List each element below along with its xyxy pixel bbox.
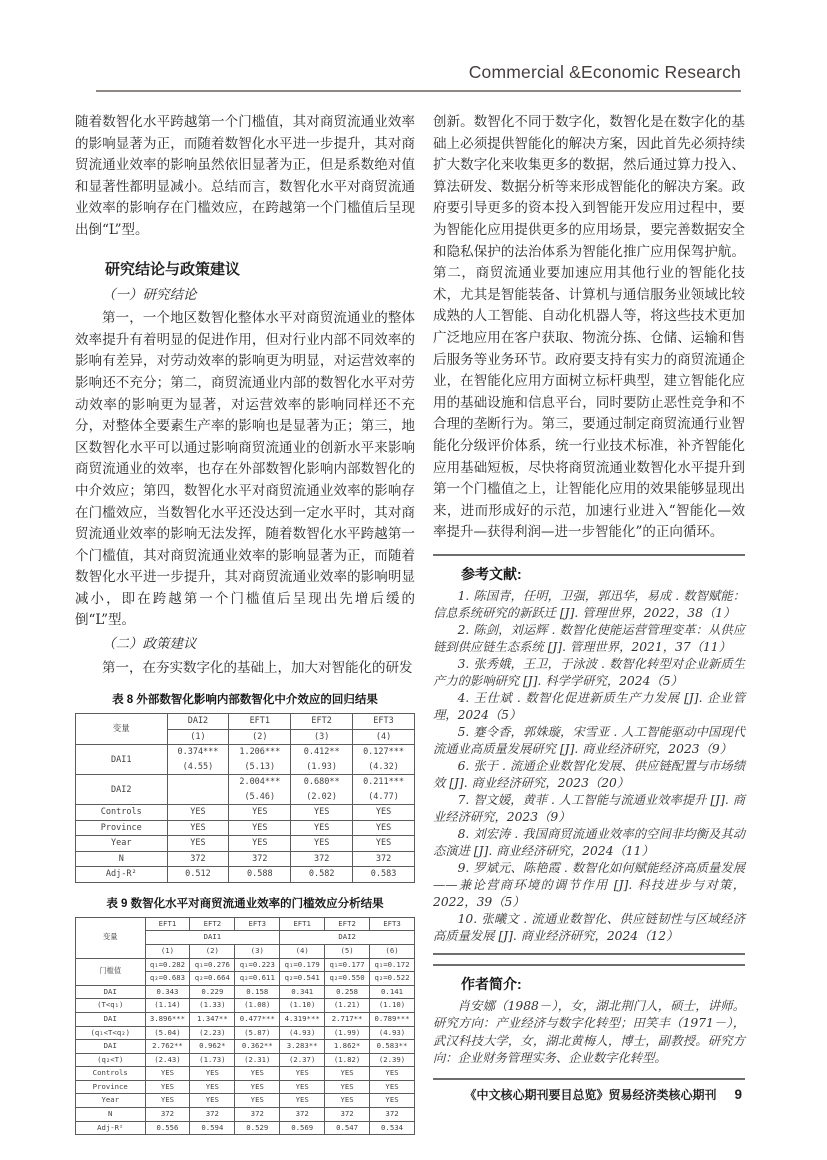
table-cell: YES	[167, 805, 229, 821]
table-cell: (5.04)	[145, 1026, 190, 1040]
section-title: 研究结论与政策建议	[105, 260, 241, 278]
references-title: 参考文献:	[461, 565, 522, 582]
table-cell: 372	[370, 1108, 415, 1122]
table-cell: YES	[353, 820, 415, 836]
table-cell: YES	[229, 805, 291, 821]
table-cell: (q₂<T)	[76, 1053, 146, 1067]
table-cell: 0.680**	[291, 775, 353, 790]
table-cell: q₁=0.276	[190, 958, 235, 972]
table-cell	[167, 775, 229, 790]
table-cell: 0.374***	[167, 745, 229, 760]
table-cell: (1.21)	[325, 999, 370, 1013]
table-cell: EFT1	[229, 714, 291, 730]
table-cell: (1.10)	[370, 999, 415, 1013]
table-cell: YES	[190, 1080, 235, 1094]
table-cell: (4)	[280, 944, 325, 958]
table-cell: 372	[280, 1108, 325, 1122]
table-cell: (5.13)	[229, 760, 291, 775]
table-cell: YES	[370, 1080, 415, 1094]
table-cell: (T<q₁)	[76, 999, 146, 1013]
table-cell: YES	[190, 1067, 235, 1081]
right-column	[433, 112, 745, 1086]
table-cell: YES	[190, 1094, 235, 1108]
table-cell: 3.896***	[145, 1012, 190, 1026]
table-cell: (5.46)	[229, 790, 291, 805]
table-cell: DAI1	[145, 931, 280, 945]
reference-item: 6. 张于 . 流通企业数智化发展、供应链配置与市场绩效 [J]. 商业经济研究，2023（20）	[433, 758, 745, 790]
table-cell: (1)	[145, 944, 190, 958]
table-cell: q₁=0.172	[370, 958, 415, 972]
table-cell: 372	[167, 851, 229, 867]
table-cell: Controls	[76, 805, 168, 821]
divider-double-top	[433, 953, 745, 955]
table-cell: YES	[325, 1067, 370, 1081]
table-cell: 372	[353, 851, 415, 867]
footer-note: 《中文核心期刊要目总览》贸易经济类核心期刊	[464, 1088, 717, 1102]
reference-item: 4. 王仕斌 . 数智化促进新质生产力发展 [J]. 企业管理，2024（5）	[433, 690, 745, 722]
journal-title: Commercial &Economic Research	[468, 62, 741, 82]
table-cell: q₂=0.683	[145, 972, 190, 986]
table-cell: YES	[280, 1094, 325, 1108]
table-cell: YES	[370, 1094, 415, 1108]
table-cell: Adj-R²	[76, 1121, 146, 1135]
table8	[75, 713, 415, 883]
table-cell: (4.93)	[370, 1026, 415, 1040]
table-cell: 0.341	[280, 985, 325, 999]
table-cell: 0.583	[353, 867, 415, 883]
table-cell: 0.211***	[353, 775, 415, 790]
table-cell: YES	[280, 1067, 325, 1081]
table-cell: 2.004***	[229, 775, 291, 790]
table-cell: q₂=0.550	[325, 972, 370, 986]
table-cell: 3.283**	[280, 1040, 325, 1054]
table-cell: YES	[291, 805, 353, 821]
table-cell: 0.343	[145, 985, 190, 999]
table-cell: EFT1	[145, 917, 190, 931]
table-cell: q₂=0.611	[235, 972, 280, 986]
table-cell: DAI	[76, 1012, 146, 1026]
table-cell: Province	[76, 1080, 146, 1094]
reference-item: 8. 刘宏涛 . 我国商贸流通业效率的空间非均衡及其动态演进 [J]. 商业经济研究，2024（11）	[433, 826, 745, 858]
table-cell: DAI2	[280, 931, 415, 945]
table-cell: 0.141	[370, 985, 415, 999]
table-cell: 2.717**	[325, 1012, 370, 1026]
table-cell: Adj-R²	[76, 867, 168, 883]
table-cell: 0.547	[325, 1121, 370, 1135]
table-cell: 372	[325, 1108, 370, 1122]
table-cell: 0.258	[325, 985, 370, 999]
table-cell: 1.206***	[229, 745, 291, 760]
data-table	[75, 917, 415, 1136]
table-cell: N	[76, 851, 168, 867]
table-cell: 0.583**	[370, 1040, 415, 1054]
reference-item: 9. 罗斌元、陈艳霞 . 数智化如何赋能经济高质量发展——兼论营商环境的调节作用 [J]. 科技进步与对策，2022，39（5）	[433, 860, 745, 909]
page-footer	[464, 1086, 742, 1103]
table-cell: (1)	[167, 729, 229, 745]
table-cell: 372	[190, 1108, 235, 1122]
reference-item: 5. 蹇令香，郭姝璇，宋雪亚 . 人工智能驱动中国现代流通业高质量发展研究 [J]. 商业经济研究，2023（9）	[433, 724, 745, 756]
table-cell: Year	[76, 836, 168, 852]
paragraph-continuation: 随着数智化水平跨越第一个门槛值，其对商贸流通业效率的影响显著为正，而随着数智化水平进一步提升，其对商贸流通业效率的影响虽然依旧显著为正，但是系数绝对值和显著性都明显减小。总结而言，数智化水平对商贸流通业效率的影响存在门槛效应，在跨越第一个门槛值后呈现出倒“L”型。	[75, 114, 415, 238]
table-cell: (1.14)	[145, 999, 190, 1013]
divider-double-bottom	[433, 964, 745, 966]
table-cell: 0.534	[370, 1121, 415, 1135]
table-cell: 0.512	[167, 867, 229, 883]
table-cell: EFT2	[291, 714, 353, 730]
table-cell: 0.594	[190, 1121, 235, 1135]
table-cell: EFT2	[325, 917, 370, 931]
table-cell: (2.43)	[145, 1053, 190, 1067]
table-cell: 1.347**	[190, 1012, 235, 1026]
table-cell: (1.99)	[325, 1026, 370, 1040]
table-cell: 372	[229, 851, 291, 867]
table-cell: (2.37)	[280, 1053, 325, 1067]
table-cell: (5.87)	[235, 1026, 280, 1040]
data-table	[75, 713, 415, 883]
table-cell: 0.569	[280, 1121, 325, 1135]
table-cell: YES	[291, 820, 353, 836]
table-cell: 0.362**	[235, 1040, 280, 1054]
table-cell: EFT3	[370, 917, 415, 931]
table-cell: Controls	[76, 1067, 146, 1081]
table-cell: (2.23)	[190, 1026, 235, 1040]
table-cell: q₂=0.522	[370, 972, 415, 986]
table-cell: 0.477***	[235, 1012, 280, 1026]
table-cell: YES	[145, 1094, 190, 1108]
table-cell: YES	[325, 1094, 370, 1108]
table-cell: 372	[145, 1108, 190, 1122]
paragraph-policy-body: 创新。数智化不同于数字化，数智化是在数字化的基础上必须提供智能化的解决方案，因此首先必须持续扩大数字化来收集更多的数据，然后通过算力投入、算法研发、数据分析等来形成智能化的解决方案。政府要引导更多的资本投入到智能开发应用过程中，要为智能化应用提供更多的应用场景，要完善数据安全和隐私保护的法治体系为智能化推广应用保驾护航。第二，商贸流通业要加速应用其他行业的智能化技术，尤其是智能装备、计算机与通信服务业领域比较成熟的人工智能、自动化机器人等，将这些技术更加广泛地应用在客户获取、物流分拣、仓储、运输和售后服务等业务环节。政府要支持有实力的商贸流通企业，在智能化应用方面树立标杆典型，建立智能化应用的基础设施和信息平台，同时要防止恶性竞争和不合理的垄断行为。第三，要通过制定商贸流通行业智能化分级评价体系，统一行业技术标准，补齐智能化应用基础短板，尽快将商贸流通业数智化水平提升到第一个门槛值之上，让智能化应用的效果能够显现出来，进而形成好的示范，加速行业进入“智能化—效率提升—获得利润—进一步智能化”的正向循环。	[433, 114, 745, 541]
table-cell: YES	[229, 820, 291, 836]
table-cell: YES	[353, 805, 415, 821]
table-cell: 门槛值	[76, 958, 146, 985]
divider-below-bio	[433, 1078, 745, 1080]
table-cell	[167, 790, 229, 805]
table-cell: (2.02)	[291, 790, 353, 805]
reference-item: 2. 陈剑，刘运辉 . 数智化使能运营管理变革：从供应链到供应链生态系统 [J]. 管理世界，2021，37（11）	[433, 622, 745, 654]
table-cell: 0.127***	[353, 745, 415, 760]
table-cell: (1.93)	[291, 760, 353, 775]
table-cell: EFT3	[235, 917, 280, 931]
table-cell: EFT2	[190, 917, 235, 931]
table-cell: Year	[76, 1094, 146, 1108]
table-cell: q₁=0.179	[280, 958, 325, 972]
authors-title: 作者简介:	[461, 975, 522, 992]
table-cell: q₁=0.223	[235, 958, 280, 972]
table-cell: q₁=0.177	[325, 958, 370, 972]
table-cell: (5)	[325, 944, 370, 958]
table-cell: 变量	[76, 917, 146, 958]
table-cell: (6)	[370, 944, 415, 958]
table9-caption: 表 9 数智化水平对商贸流通业效率的门槛效应分析结果	[106, 897, 384, 910]
subsection-policy-label: （二）政策建议	[102, 636, 197, 653]
table9	[75, 917, 415, 1136]
table-cell: (2.31)	[235, 1053, 280, 1067]
table-cell: 0.556	[145, 1121, 190, 1135]
table-cell: YES	[167, 820, 229, 836]
table-cell: (1.73)	[190, 1053, 235, 1067]
table-cell: 变量	[76, 714, 168, 745]
table-cell: 0.582	[291, 867, 353, 883]
header-rule	[96, 90, 741, 92]
table-cell: (2)	[229, 729, 291, 745]
reference-item: 1. 陈国青，任明，卫强，郭迅华，易成 . 数智赋能：信息系统研究的新跃迁 [J]. 管理世界，2022，38（1）	[433, 588, 745, 620]
table-cell: (2)	[190, 944, 235, 958]
table-cell: 0.588	[229, 867, 291, 883]
table-cell: (4.32)	[353, 760, 415, 775]
table-cell: 0.962*	[190, 1040, 235, 1054]
reference-item: 3. 张秀娥，王卫，于泳波 . 数智化转型对企业新质生产力的影响研究 [J]. 科学学研究，2024（5）	[433, 656, 745, 688]
table-cell: (4.93)	[280, 1026, 325, 1040]
table-cell: 1.862*	[325, 1040, 370, 1054]
table-cell: DAI2	[167, 714, 229, 730]
table-cell: YES	[145, 1067, 190, 1081]
table-cell: N	[76, 1108, 146, 1122]
table-cell: 4.319***	[280, 1012, 325, 1026]
left-column	[75, 112, 415, 1135]
table-cell: 2.762**	[145, 1040, 190, 1054]
subsection-findings-label: （一）研究结论	[102, 286, 197, 303]
table-cell: YES	[229, 836, 291, 852]
table-cell: (1.82)	[325, 1053, 370, 1067]
table-cell: q₂=0.541	[280, 972, 325, 986]
table-cell: YES	[167, 836, 229, 852]
table-cell: (q₁<T<q₂)	[76, 1026, 146, 1040]
table-cell: q₂=0.664	[190, 972, 235, 986]
table8-caption: 表 8 外部数智化影响内部数智化中介效应的回归结果	[112, 694, 378, 707]
table-cell: YES	[291, 836, 353, 852]
reference-item: 7. 智文媛，黄菲 . 人工智能与流通业效率提升 [J]. 商业经济研究，2023（9）	[433, 792, 745, 824]
table-cell: EFT3	[353, 714, 415, 730]
table-cell: 372	[291, 851, 353, 867]
table-cell: DAI	[76, 985, 146, 999]
table-cell: (4.77)	[353, 790, 415, 805]
divider-above-references	[433, 554, 745, 556]
table-cell: YES	[235, 1094, 280, 1108]
table-cell: (4)	[353, 729, 415, 745]
table-cell: 0.229	[190, 985, 235, 999]
table-cell: 0.412**	[291, 745, 353, 760]
table-cell: YES	[280, 1080, 325, 1094]
table-cell: (4.55)	[167, 760, 229, 775]
table-cell: YES	[325, 1080, 370, 1094]
table-cell: q₁=0.282	[145, 958, 190, 972]
table-cell: YES	[235, 1067, 280, 1081]
table-cell: (2.39)	[370, 1053, 415, 1067]
table-cell: Province	[76, 820, 168, 836]
table-cell: (1.08)	[235, 999, 280, 1013]
table-cell: 0.789***	[370, 1012, 415, 1026]
table-cell: YES	[353, 836, 415, 852]
page-number: 9	[734, 1087, 742, 1102]
table-cell: (1.33)	[190, 999, 235, 1013]
table-cell: YES	[370, 1067, 415, 1081]
table-cell: 372	[235, 1108, 280, 1122]
reference-item: 10. 张曦文 . 流通业数智化、供应链韧性与区域经济高质量发展 [J]. 商业经济研究，2024（12）	[433, 911, 745, 943]
table-cell: (3)	[291, 729, 353, 745]
table-cell: (1.10)	[280, 999, 325, 1013]
table-cell: (3)	[235, 944, 280, 958]
table-cell: DAI2	[76, 775, 168, 805]
author-bio: 肖安娜（1988－），女，湖北荆门人，硕士，讲师。研究方向：产业经济与数字化转型；田笑丰（1971－），武汉科技大学，女，湖北黄梅人，博士，副教授。研究方向：企业财务管理实务、企业数字化转型。	[433, 998, 745, 1066]
table-cell: DAI	[76, 1040, 146, 1054]
table-cell: 0.158	[235, 985, 280, 999]
paragraph-findings: 第一，一个地区数智化整体水平对商贸流通业的整体效率提升有着明显的促进作用，但对行业内部不同效率的影响有差异，对劳动效率的影响更为明显，对运营效率的影响还不充分；第二，商贸流通业内部的数智化水平对劳动效率的影响更为显著，对运营效率的影响同样还不充分，对整体全要素生产率的影响也是显著为正；第三，地区数智化水平可以通过影响商贸流通业的创新水平来影响商贸流通业的效率，也存在外部数智化影响内部数智化的中介效应；第四，数智化水平对商贸流通业效率的影响存在门槛效应，当数智化水平还没达到一定水平时，其对商贸流通业效率的影响无法发挥，随着数智化水平跨越第一个门槛值，其对商贸流通业效率的影响显著为正，而随着数智化水平进一步提升，其对商贸流通业效率的影响明显减小，即在跨越第一个门槛值后呈现出先增后缓的倒“L”型。	[75, 310, 415, 629]
table-cell: YES	[235, 1080, 280, 1094]
table-cell: YES	[145, 1080, 190, 1094]
table-cell: EFT1	[280, 917, 325, 931]
paragraph-policy-lead: 第一，在夯实数字化的基础上，加大对智能化的研发	[102, 659, 413, 676]
table-cell: DAI1	[76, 745, 168, 775]
table-cell: 0.529	[235, 1121, 280, 1135]
